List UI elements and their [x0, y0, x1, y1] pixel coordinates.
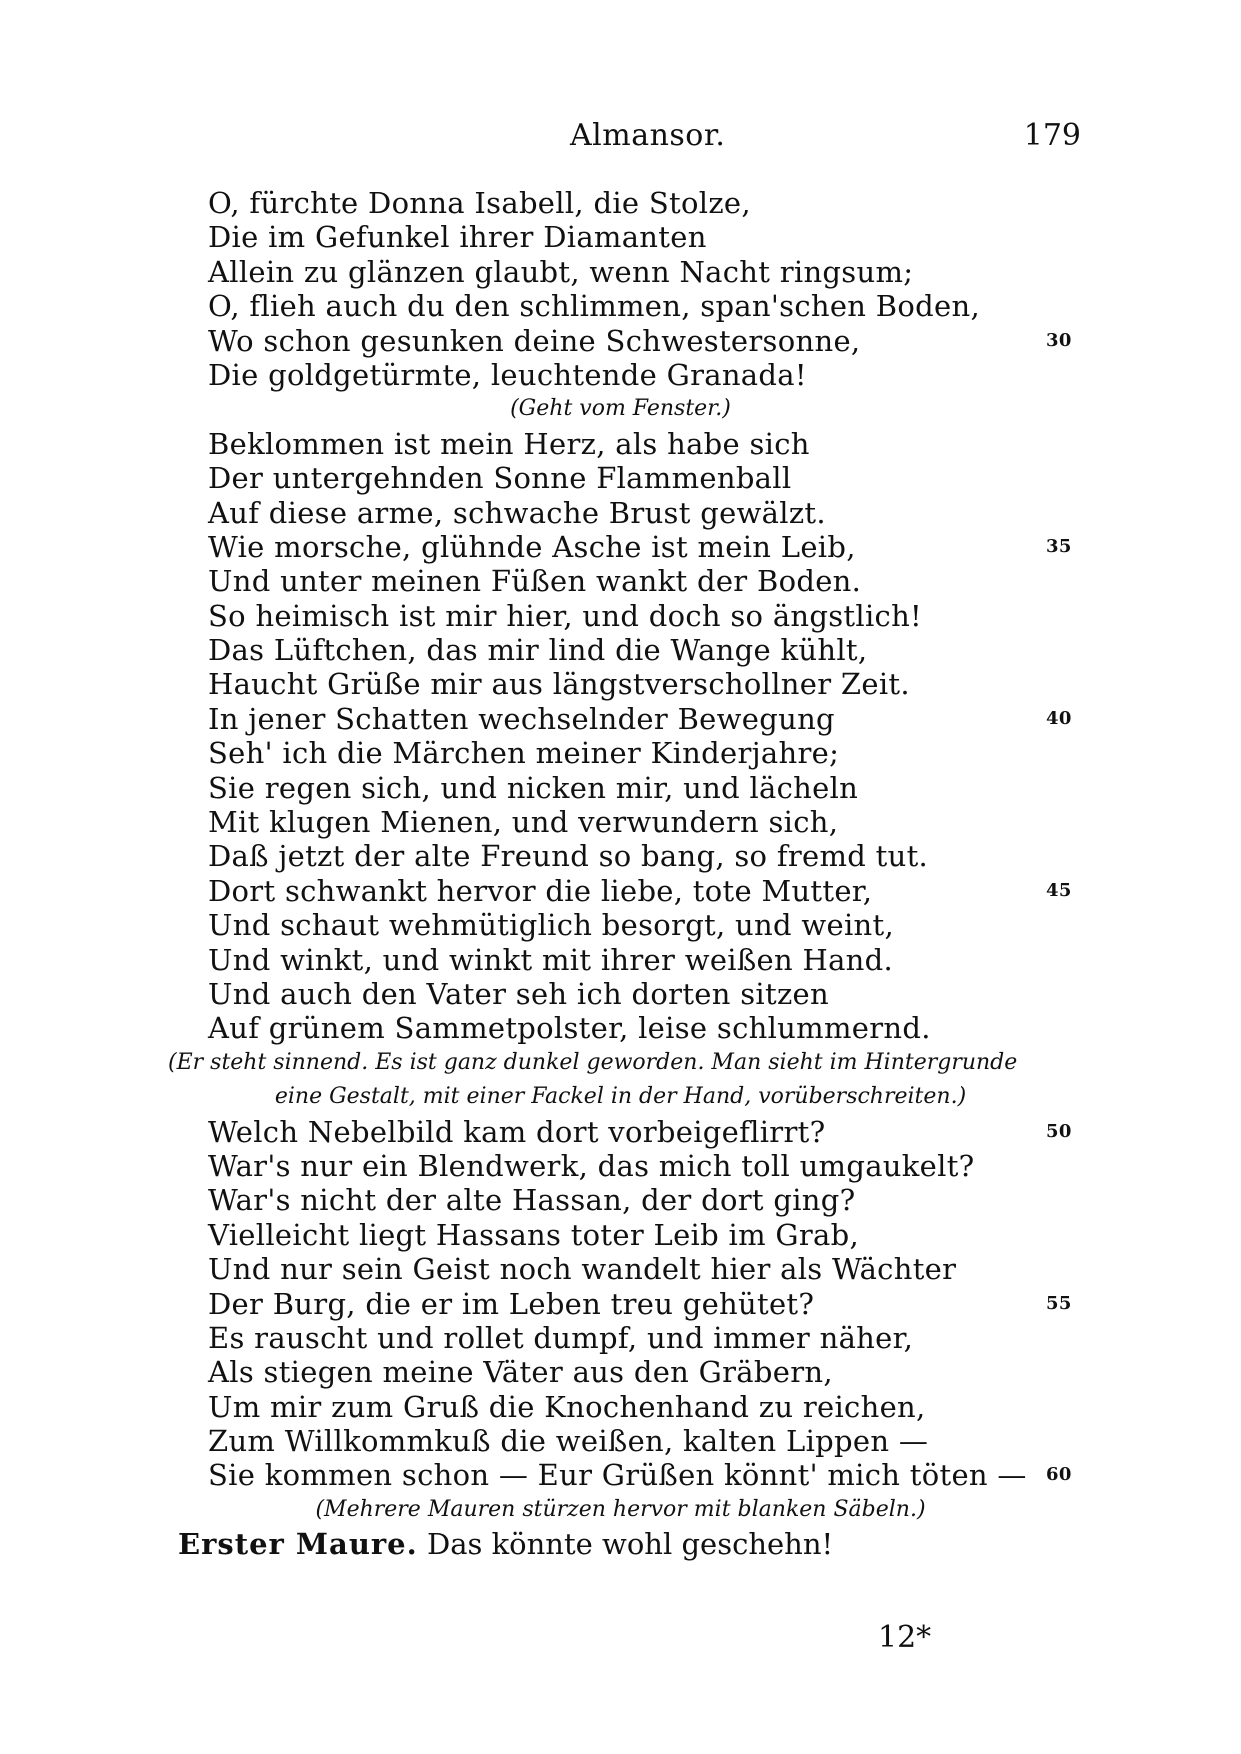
verse-line [0, 496, 1241, 530]
line-text: Die goldgetürmte, leuchtende Granada! [208, 357, 807, 392]
verse-line [0, 633, 1241, 667]
line-text: Mit klugen Mienen, und verwundern sich, [208, 805, 839, 840]
speaker-name: Erster Maure. [178, 1527, 418, 1562]
line-text: Haucht Grüße mir aus längstverschollner Zeit. [208, 667, 910, 702]
running-title: Almansor. [570, 118, 726, 153]
line-text: Der untergehnden Sonne Flammenball [208, 461, 792, 496]
line-text: In jener Schatten wechselnder Bewegung [208, 701, 835, 736]
verse-line [0, 1252, 1241, 1286]
running-head [0, 118, 1241, 158]
verse-line [0, 908, 1241, 942]
verse-line [0, 1287, 1241, 1321]
line-text: Welch Nebelbild kam dort vorbeigeflirrt? [208, 1114, 826, 1149]
verse-line [0, 702, 1241, 736]
line-text: Und auch den Vater seh ich dorten sitzen [208, 976, 829, 1011]
verse-line [0, 220, 1241, 254]
line-number: 40 [1046, 707, 1072, 729]
line-text: Und schaut wehmütiglich besorgt, und weint, [208, 908, 894, 943]
line-text: Auf grünem Sammetpolster, leise schlummernd. [208, 1011, 931, 1046]
line-text: Dort schwankt hervor die liebe, tote Mutter, [208, 873, 873, 908]
line-text: (Er steht sinnend. Es ist ganz dunkel geworden. Man sieht im Hintergrunde [168, 1049, 1018, 1075]
verse-line [0, 1183, 1241, 1217]
line-number: 30 [1046, 329, 1072, 351]
line-text: Als stiegen meine Väter aus den Gräbern, [208, 1355, 833, 1390]
line-text: Um mir zum Gruß die Knochenhand zu reichen, [208, 1389, 926, 1424]
verse-line [0, 1390, 1241, 1424]
stage-direction [0, 392, 1241, 426]
line-text: Allein zu glänzen glaubt, wenn Nacht ringsum; [208, 254, 914, 289]
line-number: 50 [1046, 1120, 1072, 1142]
verse-line [0, 1149, 1241, 1183]
line-text: Und winkt, und winkt mit ihrer weißen Hand. [208, 942, 894, 977]
stage-direction [0, 1493, 1241, 1527]
line-text: War's nur ein Blendwerk, das mich toll umgaukelt? [208, 1148, 975, 1183]
line-text: Zum Willkommkuß die weißen, kalten Lippen — [208, 1424, 929, 1459]
verse-line [0, 289, 1241, 323]
line-text: Und nur sein Geist noch wandelt hier als Wächter [208, 1252, 957, 1287]
verse-line [0, 564, 1241, 598]
line-number: 35 [1046, 535, 1072, 557]
verse-line [0, 1355, 1241, 1389]
verse-line [0, 805, 1241, 839]
line-text: Auf diese arme, schwache Brust gewälzt. [208, 495, 826, 530]
line-text: eine Gestalt, mit einer Fackel in der Hand, vorüberschreiten.) [274, 1084, 967, 1110]
line-text: Der Burg, die er im Leben treu gehütet? [208, 1286, 815, 1321]
line-text: Es rauscht und rollet dumpf, und immer näher, [208, 1320, 914, 1355]
verse-text [0, 186, 1241, 1562]
speech-text: Das könnte wohl geschehn! [426, 1527, 834, 1562]
verse-line [0, 1115, 1241, 1149]
verse-line [0, 977, 1241, 1011]
line-text: O, fürchte Donna Isabell, die Stolze, [208, 186, 751, 220]
verse-line [0, 1458, 1241, 1492]
line-text: Wie morsche, glühnde Asche ist mein Leib, [208, 529, 856, 564]
verse-line [0, 874, 1241, 908]
line-number: 45 [1046, 879, 1072, 901]
verse-line [0, 599, 1241, 633]
verse-line [0, 1424, 1241, 1458]
line-text: O, flieh auch du den schlimmen, span'schen Boden, [208, 289, 980, 324]
line-number: 60 [1046, 1464, 1072, 1486]
line-text: Vielleicht liegt Hassans toter Leib im Grab, [208, 1217, 859, 1252]
line-text: Daß jetzt der alte Freund so bang, so fremd tut. [208, 839, 929, 874]
line-text: So heimisch ist mir hier, und doch so ängstlich! [208, 598, 923, 633]
verse-line [0, 771, 1241, 805]
line-text: Die im Gefunkel ihrer Diamanten [208, 220, 707, 255]
verse-line [0, 324, 1241, 358]
line-text: War's nicht der alte Hassan, der dort ging? [208, 1183, 856, 1218]
signature-mark: 12* [878, 1620, 932, 1655]
verse-line [0, 839, 1241, 873]
verse-line [0, 943, 1241, 977]
speech-line [0, 1527, 1241, 1561]
stage-direction [0, 1080, 1241, 1114]
verse-line [0, 1321, 1241, 1355]
line-text: (Mehrere Mauren stürzen hervor mit blanken Säbeln.) [315, 1496, 926, 1522]
line-text: Sie kommen schon — Eur Grüßen könnt' mich töten — [208, 1458, 1027, 1493]
verse-line [0, 736, 1241, 770]
verse-line [0, 358, 1241, 392]
verse-line [0, 461, 1241, 495]
line-text: Beklommen ist mein Herz, als habe sich [208, 426, 810, 461]
line-number: 55 [1046, 1292, 1072, 1314]
line-text: (Geht vom Fenster.) [510, 396, 731, 422]
verse-line [0, 1218, 1241, 1252]
line-text: Und unter meinen Füßen wankt der Boden. [208, 564, 862, 599]
verse-line [0, 1011, 1241, 1045]
verse-line [0, 427, 1241, 461]
verse-line [0, 186, 1241, 220]
line-text: Seh' ich die Märchen meiner Kinderjahre; [208, 736, 840, 771]
line-text: Das Lüftchen, das mir lind die Wange kühlt, [208, 633, 868, 668]
verse-line [0, 530, 1241, 564]
page-number: 179 [1023, 118, 1081, 153]
line-text: Sie regen sich, und nicken mir, und lächeln [208, 770, 859, 805]
stage-direction [0, 1046, 1241, 1080]
verse-line [0, 255, 1241, 289]
verse-line [0, 667, 1241, 701]
line-text: Wo schon gesunken deine Schwestersonne, [208, 323, 861, 358]
